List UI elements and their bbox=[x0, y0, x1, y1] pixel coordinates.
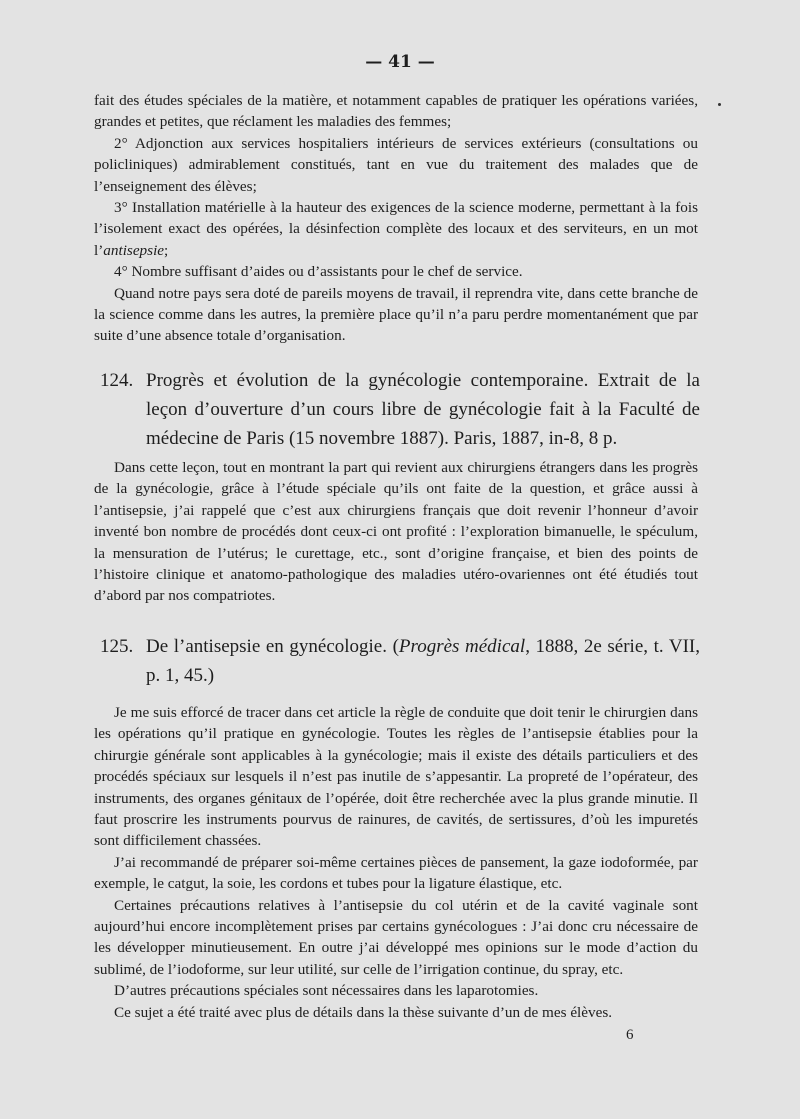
p3-end: ; bbox=[164, 241, 169, 259]
entry-125-journal: Progrès médical bbox=[398, 636, 526, 657]
ink-speck bbox=[718, 103, 721, 106]
continuation-paragraph-4: 4° Nombre suffisant d’aides ou d’assistants pour le chef de service. bbox=[114, 263, 523, 281]
continuation-paragraph-5: Quand notre pays sera doté de pareils moyens de travail, il reprendra vite, dans cette branche de la science comme dans les autres, la première place qu’il n’a paru perdre momentanément que par suite d’une absence totale d’organisation. bbox=[94, 284, 698, 345]
continuation-paragraph-2: 2° Adjonction aux services hospitaliers intérieurs de services extérieurs (consultations ou policliniques) admirablement constitués, tant en vue du traitement des malades que de l’enseignement des élèves; bbox=[94, 134, 698, 195]
entry-125-number: 125. bbox=[100, 636, 134, 657]
entry-125-paragraph-2: J’ai recommandé de préparer soi-même certaines pièces de pansement, la gaze iodoformée, par exemple, le catgut, la soie, les cordons et tubes pour la ligature élastique, etc. bbox=[94, 853, 698, 893]
entry-125-body bbox=[94, 702, 698, 1023]
entry-124-title: Progrès et évolution de la gynécologie contemporaine. Extrait de la leçon d’ouverture d’un cours libre de gynécologie fait à la Faculté de médecine de Paris (15 novembre 1887). Paris, 1887, in-8, 8 p. bbox=[146, 370, 700, 449]
entry-125-citation: , 1888, 2e série, t. VII, p. 1, 45.) bbox=[146, 636, 700, 686]
p3-italic: antisepsie bbox=[103, 241, 165, 259]
entry-125-paragraph-1: Je me suis efforcé de tracer dans cet article la règle de conduite que doit tenir le chirurgien dans les opérations qu’il pratique en gynécologie. Toutes les règles de l’antisepsie établies pour la chirurgie générale sont applicables à la gynécologie; mais il existe des détails particuliers et des procédés spéciaux sur lesquels il n’est pas inutile de s’appesantir. La propreté de l’opérateur, des instruments, des organes génitaux de l’opérée, doit être recherchée avec la plus grande minutie. Il faut proscrire les instruments pourvus de rainures, de cavités, de sertissures, d’où les impuretés sont difficilement chassées. bbox=[94, 704, 698, 850]
page-number: — 41 — bbox=[365, 52, 435, 72]
continuation-paragraph-1: fait des études spéciales de la matière, et notamment capables de pratiquer les opérations variées, grandes et petites, que réclament les maladies des femmes; bbox=[94, 92, 698, 131]
entry-124-heading bbox=[100, 366, 700, 453]
entry-125-title-text: De l’antisepsie en gynécologie. ( bbox=[146, 636, 399, 657]
entry-125-heading bbox=[100, 632, 700, 690]
entry-124-number: 124. bbox=[100, 370, 134, 391]
continuation-paragraph-3 bbox=[94, 197, 698, 261]
p3-text: 3° Installation matérielle à la hauteur des exigences de la science moderne, permettant à la fois l’isolement exact des opérées, la désinfection complète des locaux et des serviteurs, en un mot l’ bbox=[94, 199, 698, 259]
entry-124-paragraph: Dans cette leçon, tout en montrant la part qui revient aux chirurgiens étrangers dans les progrès de la gynécologie, grâce à l’étude spéciale qu’ils ont faite de la question, et grâce aussi à l’antisepsie, j’ai rappelé que c’est aux chirurgiens français que doit revenir l’honneur d’avoir inventé bon nombre de procédés dont ceux-ci ont profité : l’exploration bimanuelle, le spéculum, la mensuration de l’utérus; le curettage, etc., sont d’origine française, et bien des points de l’histoire clinique et anatomo-pathologique des maladies utéro-ovariennes ont été étudiés tout d’abord par nos compatriotes. bbox=[94, 459, 698, 605]
signature-mark: 6 bbox=[626, 1027, 634, 1043]
continuation-block bbox=[94, 90, 698, 347]
entry-125-title bbox=[146, 632, 700, 690]
entry-125-paragraph-3: Certaines précautions relatives à l’antisepsie du col utérin et de la cavité vaginale sont aujourd’hui encore incomplètement prises par certains gynécologues : J’ai donc cru nécessaire de les développer minutieusement. En outre j’ai développé mes opinions sur le mode d’action du sublimé, de l’iodoforme, sur leur utilité, sur celle de l’irrigation continue, du spray, etc. bbox=[94, 896, 698, 978]
entry-125-paragraph-4: D’autres précautions spéciales sont nécessaires dans les laparotomies. bbox=[114, 982, 539, 1000]
entry-124-body bbox=[94, 457, 698, 607]
entry-125-paragraph-5: Ce sujet a été traité avec plus de détails dans la thèse suivante d’un de mes élèves. bbox=[114, 1003, 613, 1021]
